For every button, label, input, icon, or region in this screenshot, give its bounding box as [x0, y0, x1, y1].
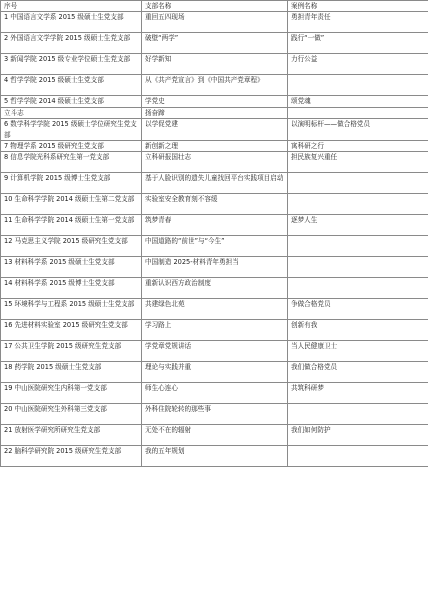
table-row — [1, 320, 428, 341]
cell-serial: 10 生命科学学院 2014 级硕士生第二党支部 — [1, 194, 142, 215]
cell-case: 寓科研之行 — [288, 141, 428, 152]
table-row — [1, 152, 428, 173]
cell-case — [288, 194, 428, 215]
cell-serial: 7 物理学系 2015 级研究生党支部 — [1, 141, 142, 152]
cell-serial: 14 材料科学系 2015 级博士生党支部 — [1, 278, 142, 299]
cell-branch: 师生心连心 — [142, 383, 288, 404]
cell-serial: 19 中山医院研究生内科第一党支部 — [1, 383, 142, 404]
table-row — [1, 425, 428, 446]
cell-branch: 好学新知 — [142, 54, 288, 75]
cell-case: 共筑科研梦 — [288, 383, 428, 404]
cell-serial: 11 生命科学学院 2014 级硕士生第一党支部 — [1, 215, 142, 236]
cell-branch: 学习路上 — [142, 320, 288, 341]
cell-serial: 3 新闻学院 2015 级专业学位硕士生党支部 — [1, 54, 142, 75]
table-row — [1, 236, 428, 257]
cell-serial: 6 数学科学学院 2015 级硕士学位研究生党支部 — [1, 119, 142, 141]
cell-case: 勇担青年责任 — [288, 12, 428, 33]
cell-case — [288, 75, 428, 96]
cell-serial: 5 哲学学院 2014 级硕士生党支部 — [1, 96, 142, 107]
cell-case: 颂党魂 — [288, 96, 428, 107]
table-row — [1, 446, 428, 467]
table-row — [1, 278, 428, 299]
cell-case — [288, 257, 428, 278]
header-case-name: 案例名称 — [288, 1, 428, 12]
cell-case: 当人民健康卫士 — [288, 341, 428, 362]
cell-branch: 外科住院轮转的那些事 — [142, 404, 288, 425]
table-body — [1, 12, 428, 467]
cell-serial: 4 哲学学院 2015 级硕士生党支部 — [1, 75, 142, 96]
cell-serial: 9 计算机学院 2015 级博士生党支部 — [1, 173, 142, 194]
cell-serial: 16 先进材料实验室 2015 级研究生党支部 — [1, 320, 142, 341]
table-row — [1, 194, 428, 215]
cell-branch: 中国制造 2025-材料青年勇担当 — [142, 257, 288, 278]
table-row — [1, 215, 428, 236]
cell-case: 我们如何防护 — [288, 425, 428, 446]
cell-case: 创新有我 — [288, 320, 428, 341]
cell-case: 力行公益 — [288, 54, 428, 75]
cell-serial: 18 药学院 2015 级硕士生党支部 — [1, 362, 142, 383]
cell-branch: 基于人脸识别的遗失儿童找回平台实践项目启动 — [142, 173, 288, 194]
cell-case: 争做合格党员 — [288, 299, 428, 320]
cell-branch: 我的五年规划 — [142, 446, 288, 467]
cell-branch: 学党史 — [142, 96, 288, 107]
cell-serial: 17 公共卫生学院 2015 级研究生党支部 — [1, 341, 142, 362]
table-row — [1, 141, 428, 152]
header-branch-name: 支部名称 — [142, 1, 288, 12]
cell-case: 担民族复兴重任 — [288, 152, 428, 173]
table-row — [1, 54, 428, 75]
cell-branch: 理论与实践并重 — [142, 362, 288, 383]
table-row — [1, 75, 428, 96]
cell-serial: 1 中国语言文学系 2015 级硕士生党支部 — [1, 12, 142, 33]
cell-branch: 共建绿色北苑 — [142, 299, 288, 320]
cell-serial: 2 外国语言文学学院 2015 级硕士生党支部 — [1, 33, 142, 54]
table-row — [1, 362, 428, 383]
cell-serial: 22 脑科学研究院 2015 级研究生党支部 — [1, 446, 142, 467]
cell-case — [288, 173, 428, 194]
cell-serial: 12 马克思主义学院 2015 级研究生党支部 — [1, 236, 142, 257]
cell-case: 践行“一做” — [288, 33, 428, 54]
cell-serial: 8 信息学院光科系研究生第一党支部 — [1, 152, 142, 173]
table-row — [1, 119, 428, 141]
cell-branch: 重新认识西方政治制度 — [142, 278, 288, 299]
table-row — [1, 341, 428, 362]
cell-case: 我们做合格党员 — [288, 362, 428, 383]
cell-branch: 中国道路的“前世”与“今生” — [142, 236, 288, 257]
cell-branch: 实验室安全教育刻不容缓 — [142, 194, 288, 215]
cell-case — [288, 107, 428, 118]
cell-branch: 从《共产党宣言》到《中国共产党章程》 — [142, 75, 288, 96]
cell-branch: 重回五四现场 — [142, 12, 288, 33]
cell-case — [288, 404, 428, 425]
cell-serial: 13 材料科学系 2015 级硕士生党支部 — [1, 257, 142, 278]
cell-branch: 扬奋蹄 — [142, 107, 288, 118]
cell-branch: 学党章党规讲话 — [142, 341, 288, 362]
table-row — [1, 33, 428, 54]
cell-branch: 破壁“两学” — [142, 33, 288, 54]
cell-branch: 以学促党建 — [142, 119, 288, 141]
cell-branch: 无处不在的辐射 — [142, 425, 288, 446]
cell-serial: 20 中山医院研究生外科第三党支部 — [1, 404, 142, 425]
cell-serial: 15 环境科学与工程系 2015 级硕士生党支部 — [1, 299, 142, 320]
table-row — [1, 173, 428, 194]
table-row — [1, 12, 428, 33]
cell-case — [288, 446, 428, 467]
cell-branch: 新创新之理 — [142, 141, 288, 152]
cell-branch: 筑梦青春 — [142, 215, 288, 236]
table-row — [1, 257, 428, 278]
table-row — [1, 383, 428, 404]
table-row — [1, 404, 428, 425]
cell-serial: 21 放射医学研究所研究生党支部 — [1, 425, 142, 446]
cell-case — [288, 278, 428, 299]
header-serial: 序号 — [1, 1, 142, 12]
table-row — [1, 107, 428, 118]
cell-branch: 立科研报国壮志 — [142, 152, 288, 173]
table-row — [1, 96, 428, 107]
table-header-row — [1, 1, 428, 12]
cell-serial: 立斗志 — [1, 107, 142, 118]
cell-case: 逐梦人生 — [288, 215, 428, 236]
cell-case — [288, 236, 428, 257]
table-row — [1, 299, 428, 320]
cell-case: 以演明标杆——做合格党员 — [288, 119, 428, 141]
